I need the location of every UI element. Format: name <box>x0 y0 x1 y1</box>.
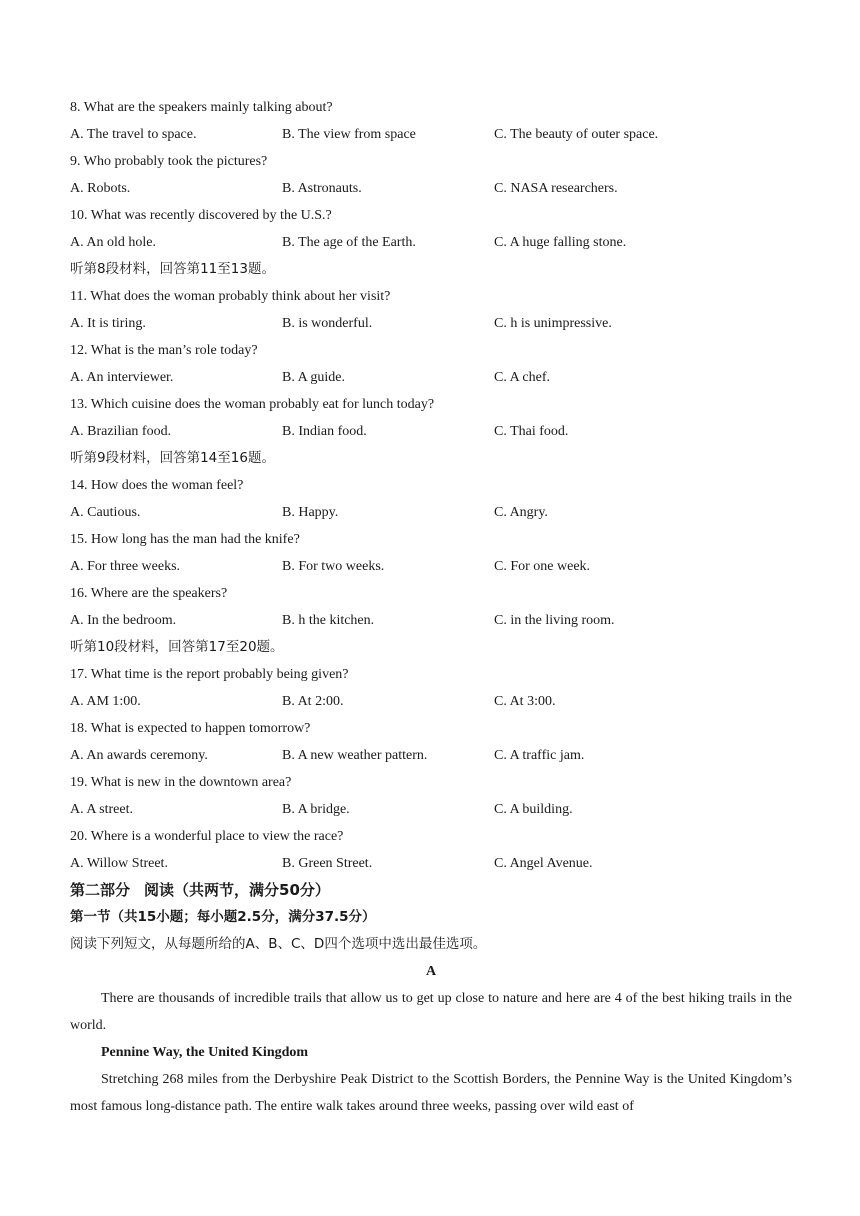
question-group <box>70 472 792 634</box>
section-instruction: 听第10段材料，回答第17至20题。 <box>70 639 284 655</box>
option-c: C. For one week. <box>494 559 591 574</box>
page-content <box>70 94 792 1120</box>
passage-letter: A <box>425 964 437 979</box>
section-instruction: 听第8段材料，回答第11至13题。 <box>70 261 275 277</box>
option-b: B. The age of the Earth. <box>282 235 416 250</box>
option-a: A. Brazilian food. <box>70 424 172 439</box>
question-group <box>70 283 792 445</box>
question-group <box>70 94 792 256</box>
option-b: B. A bridge. <box>282 802 350 817</box>
options-row <box>70 418 792 445</box>
option-c: C. The beauty of outer space. <box>494 127 659 142</box>
option-a: A. AM 1:00. <box>70 694 141 709</box>
option-b: B. At 2:00. <box>282 694 344 709</box>
question-stem: 15. How long has the man had the knife? <box>70 532 300 547</box>
options-row <box>70 607 792 634</box>
question-stem: 8. What are the speakers mainly talking about? <box>70 100 333 115</box>
option-c: C. A huge falling stone. <box>494 235 627 250</box>
question-group <box>70 661 792 877</box>
option-c: C. h is unimpressive. <box>494 316 612 331</box>
option-c: C. Angry. <box>494 505 548 520</box>
option-c: C. Thai food. <box>494 424 569 439</box>
option-c: C. NASA researchers. <box>494 181 618 196</box>
options-row <box>70 742 792 769</box>
option-b: B. For two weeks. <box>282 559 385 574</box>
question-stem: 20. Where is a wonderful place to view the race? <box>70 829 344 844</box>
option-a: A. It is tiring. <box>70 316 146 331</box>
options-row <box>70 499 792 526</box>
option-a: A. An interviewer. <box>70 370 174 385</box>
option-a: A. An awards ceremony. <box>70 748 208 763</box>
part-two-heading <box>70 877 792 904</box>
option-b: B. is wonderful. <box>282 316 373 331</box>
option-a: A. The travel to space. <box>70 127 197 142</box>
options-row <box>70 175 792 202</box>
section-instruction: 听第9段材料，回答第14至16题。 <box>70 450 275 466</box>
option-a: A. An old hole. <box>70 235 156 250</box>
option-b: B. A guide. <box>282 370 346 385</box>
option-b: B. A new weather pattern. <box>282 748 428 763</box>
options-row <box>70 850 792 877</box>
option-a: A. Willow Street. <box>70 856 168 871</box>
option-b: B. The view from space <box>282 127 416 142</box>
question-stem: 18. What is expected to happen tomorrow? <box>70 721 311 736</box>
option-a: A. Robots. <box>70 181 131 196</box>
options-row <box>70 310 792 337</box>
option-b: B. Happy. <box>282 505 339 520</box>
option-c: C. A chef. <box>494 370 550 385</box>
question-stem: 10. What was recently discovered by the U.S.? <box>70 208 332 223</box>
question-stem: 11. What does the woman probably think about her visit? <box>70 289 391 304</box>
options-row <box>70 553 792 580</box>
part-title: 阅读（共两节，满分50分） <box>144 881 330 899</box>
option-c: C. Angel Avenue. <box>494 856 593 871</box>
question-stem: 9. Who probably took the pictures? <box>70 154 268 169</box>
option-a: A. For three weeks. <box>70 559 181 574</box>
options-row <box>70 229 792 256</box>
question-stem: 13. Which cuisine does the woman probably eat for lunch today? <box>70 397 435 412</box>
trail-description: Stretching 268 miles from the Derbyshire Peak District to the Scottish Borders, the Pennine Way is the United Kingdom’s most famous long-distance path. The entire walk takes around three weeks, passing over wild east of <box>70 1072 792 1114</box>
option-c: C. A building. <box>494 802 573 817</box>
question-stem: 16. Where are the speakers? <box>70 586 228 601</box>
question-stem: 19. What is new in the downtown area? <box>70 775 292 790</box>
question-stem: 17. What time is the report probably being given? <box>70 667 349 682</box>
option-b: B. Astronauts. <box>282 181 362 196</box>
option-c: C. A traffic jam. <box>494 748 585 763</box>
option-b: B. h the kitchen. <box>282 613 375 628</box>
trail-title: Pennine Way, the United Kingdom <box>101 1045 309 1060</box>
option-b: B. Green Street. <box>282 856 373 871</box>
options-row <box>70 688 792 715</box>
options-row <box>70 121 792 148</box>
question-stem: 12. What is the man’s role today? <box>70 343 258 358</box>
option-c: C. At 3:00. <box>494 694 556 709</box>
passage-intro: There are thousands of incredible trails that allow us to get up close to nature and here are 4 of the best hiking trails in the world. <box>70 991 792 1033</box>
option-a: A. A street. <box>70 802 133 817</box>
section-one-heading: 第一节（共15小题；每小题2.5分，满分37.5分） <box>70 909 376 925</box>
part-name: 第二部分 <box>70 881 131 899</box>
option-a: A. In the bedroom. <box>70 613 177 628</box>
options-row <box>70 364 792 391</box>
options-row <box>70 796 792 823</box>
option-a: A. Cautious. <box>70 505 141 520</box>
question-stem: 14. How does the woman feel? <box>70 478 244 493</box>
option-c: C. in the living room. <box>494 613 615 628</box>
option-b: B. Indian food. <box>282 424 367 439</box>
reading-instruction: 阅读下列短文，从每题所给的A、B、C、D四个选项中选出最佳选项。 <box>70 936 487 952</box>
